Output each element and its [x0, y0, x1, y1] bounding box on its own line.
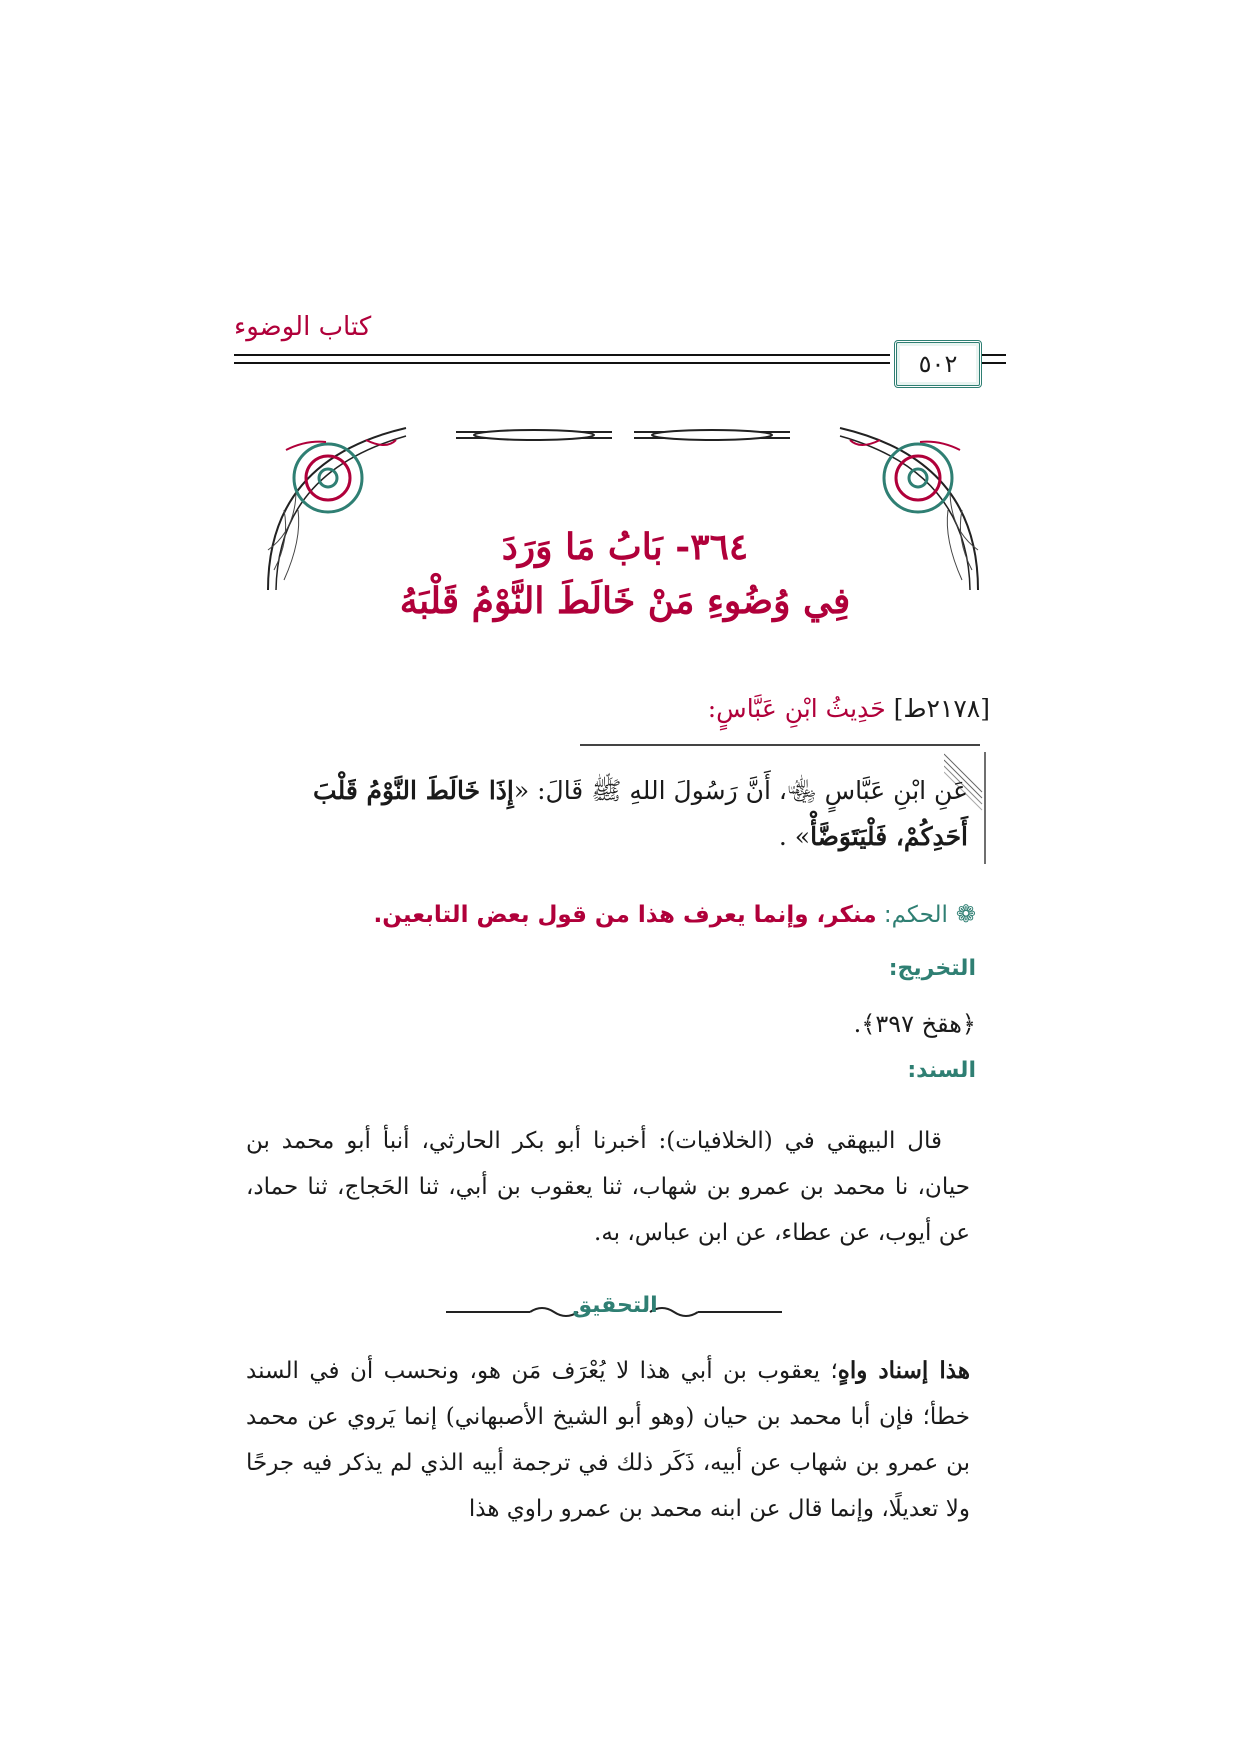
- page-number: ٥٠٢: [894, 340, 982, 388]
- hadith-title: حَدِيثُ ابْنِ عَبَّاسٍ:: [707, 694, 886, 723]
- tahqiq-label: التحقيق: [572, 1293, 658, 1318]
- chapter-title-line2: فِي وُضُوءِ مَنْ خَالَطَ النَّوْمُ قَلْبَهُ: [399, 580, 851, 622]
- flower-icon: ❁: [955, 900, 976, 928]
- takhrij-label: التخريج:: [888, 956, 976, 981]
- header-rule: [234, 362, 890, 364]
- tahqiq-text: [246, 1348, 970, 1532]
- hukm-label: الحكم:: [883, 902, 948, 928]
- hadith-text: [268, 768, 968, 860]
- header-rule: [234, 354, 890, 356]
- hukm-value: منكر، وإنما يعرف هذا من قول بعض التابعين.: [373, 902, 877, 928]
- hadith-number: [٢١٧٨ط]: [893, 694, 990, 723]
- chapter-title: [270, 520, 980, 628]
- running-title: كتاب الوضوء: [234, 312, 372, 342]
- sanad-label: السند:: [907, 1058, 976, 1083]
- takhrij-value: ﴿هقخ ٣٩٧﴾.: [853, 1010, 976, 1038]
- hadith-text-part: » .: [778, 822, 811, 851]
- hadith-text-bold: أَحَدِكُمْ، فَلْيَتَوَضَّأْ: [810, 822, 968, 851]
- hukm-line: [373, 900, 976, 928]
- hadith-text-bold: إِذَا خَالَطَ النَّوْمُ قَلْبَ: [313, 776, 514, 805]
- chapter-title-line1: ٣٦٤- بَابُ مَا وَرَدَ: [501, 526, 749, 568]
- header-rule: [980, 354, 1006, 356]
- tahqiq-lead: هذا إسناد واهٍ: [837, 1357, 970, 1384]
- hadith-heading: [708, 694, 990, 723]
- hadith-text-part: عَنِ ابْنِ عَبَّاسٍ ﵄، أَنَّ رَسُولَ اللهِ ﷺ قَالَ: «: [513, 776, 968, 805]
- header-rule: [980, 362, 1006, 364]
- tahqiq-body: ؛ يعقوب بن أبي هذا لا يُعْرَف مَن هو، ونحسب أن في السند خطأ؛ فإن أبا محمد بن حيان (وهو أبو الشيخ الأصبهاني) إنما يَروي عن محمد بن عمرو بن شهاب عن أبيه، ذَكَر ذلك في ترجمة أبيه الذي لم يذكر فيه جرحًا ولا تعديلًا، وإنما قال عن ابنه محمد بن عمرو راوي هذا: [246, 1358, 970, 1522]
- heading-underline: [580, 744, 980, 746]
- sanad-text: قال البيهقي في (الخلافيات): أخبرنا أبو بكر الحارثي، أنبأ أبو محمد بن حيان، نا محمد بن عمرو بن شهاب، ثنا يعقوب بن أبي، ثنا الحَجاج، ثنا حماد، عن أيوب، عن عطاء، عن ابن عباس، به.: [246, 1128, 970, 1246]
